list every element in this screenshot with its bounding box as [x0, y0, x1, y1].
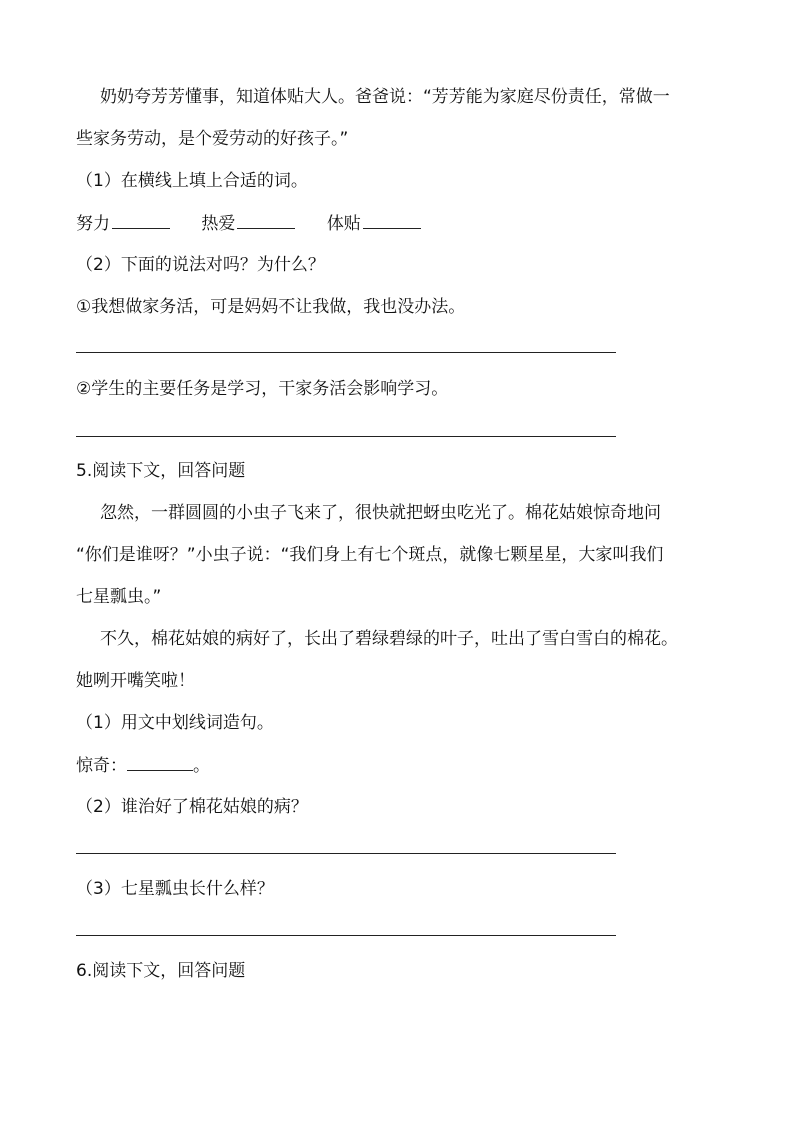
sentence-end: 。 — [193, 756, 210, 776]
passage-line: 七星瓢虫。” — [76, 587, 162, 607]
answer-blank[interactable] — [237, 212, 295, 229]
fill-word: 热爱 — [201, 214, 236, 234]
section-title: 5.阅读下文，回答问题 — [76, 461, 246, 481]
sentence-row — [76, 754, 210, 777]
section-title: 6.阅读下文，回答问题 — [76, 961, 246, 981]
question-label: （1）在横线上填上合适的词。 — [76, 171, 308, 191]
passage-line: 些家务劳动，是个爱劳动的好孩子。” — [76, 129, 349, 149]
answer-line[interactable] — [76, 436, 616, 437]
question-label: （3）七星瓢虫长什么样？ — [76, 879, 274, 899]
passage-line: “你们是谁呀？”小虫子说：“我们身上有七个斑点，就像七颗星星，大家叫我们 — [76, 545, 664, 565]
passage-line: 奶奶夸芳芳懂事，知道体贴大人。爸爸说：“芳芳能为家庭尽份责任，常做一 — [100, 87, 670, 107]
passage-line: 不久，棉花姑娘的病好了，长出了碧绿碧绿的叶子，吐出了雪白雪白的棉花。 — [100, 629, 678, 649]
fill-in-row — [76, 212, 447, 235]
answer-line[interactable] — [76, 935, 616, 936]
statement: ②学生的主要任务是学习，干家务活会影响学习。 — [76, 379, 449, 399]
answer-line[interactable] — [76, 352, 616, 353]
answer-blank[interactable] — [112, 212, 170, 229]
fill-word: 体贴 — [326, 214, 361, 234]
statement: ①我想做家务活，可是妈妈不让我做，我也没办法。 — [76, 297, 466, 317]
passage-line: 她咧开嘴笑啦！ — [76, 671, 195, 691]
target-word: 惊奇： — [76, 756, 127, 776]
fill-item — [76, 212, 170, 235]
answer-blank[interactable] — [127, 754, 193, 771]
question-label: （1）用文中划线词造句。 — [76, 713, 274, 733]
answer-line[interactable] — [76, 853, 616, 854]
fill-item — [201, 212, 295, 235]
fill-item — [327, 212, 421, 235]
question-label: （2）下面的说法对吗？为什么？ — [76, 255, 325, 275]
passage-line: 忽然，一群圆圆的小虫子飞来了，很快就把蚜虫吃光了。棉花姑娘惊奇地问 — [100, 503, 661, 523]
question-label: （2）谁治好了棉花姑娘的病？ — [76, 797, 308, 817]
answer-blank[interactable] — [363, 212, 421, 229]
fill-word: 努力 — [76, 214, 110, 234]
